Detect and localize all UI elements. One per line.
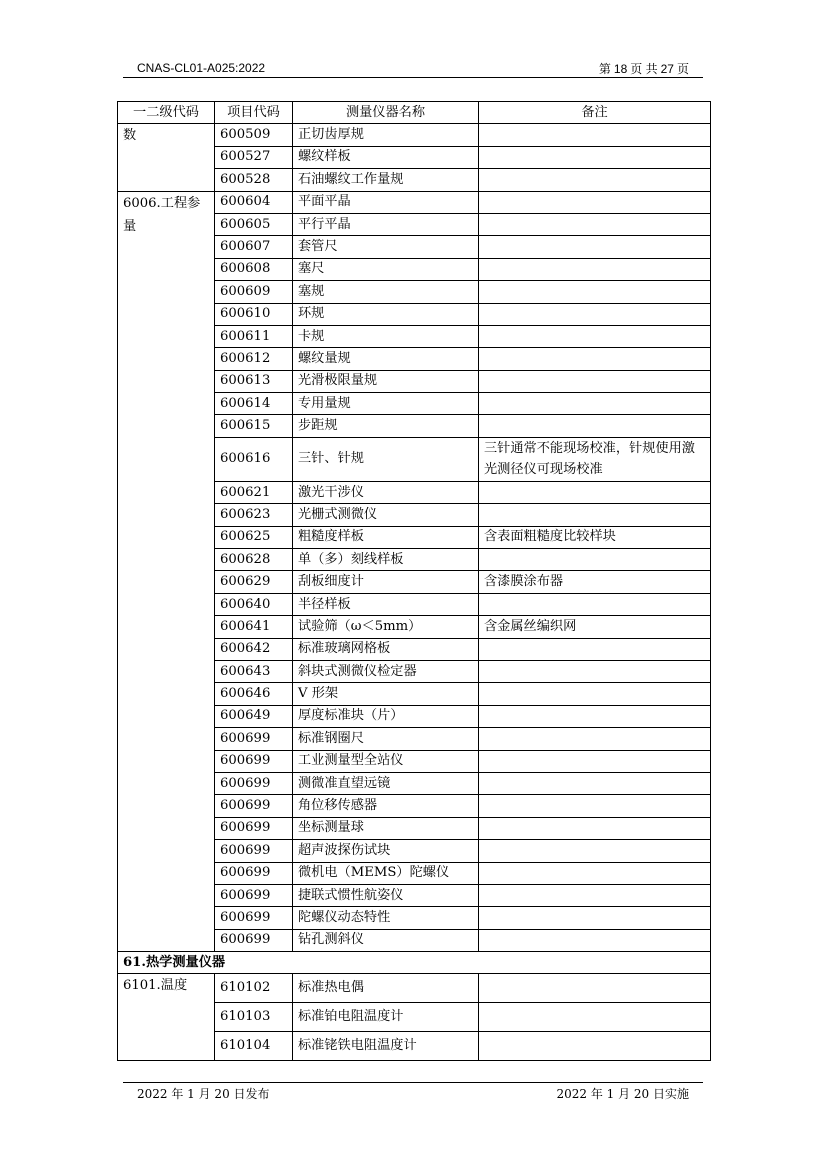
page-header (123, 60, 703, 78)
instrument-name: 步距规 (293, 415, 479, 437)
remark (479, 660, 711, 682)
item-code: 600623 (215, 504, 293, 526)
instrument-name: 光滑极限量规 (293, 370, 479, 392)
item-code: 600616 (215, 437, 293, 481)
item-code: 600643 (215, 660, 293, 682)
table-row (118, 124, 711, 146)
instrument-name: 超声波探伤试块 (293, 840, 479, 862)
instrument-name: 平面平晶 (293, 191, 479, 213)
instrument-name: 捷联式惯性航姿仪 (293, 884, 479, 906)
column-header: 一二级代码 (118, 102, 215, 124)
instrument-name: 套管尺 (293, 236, 479, 258)
item-code: 600528 (215, 169, 293, 191)
instrument-name: 粗糙度样板 (293, 526, 479, 548)
instrument-name: 角位移传感器 (293, 795, 479, 817)
remark (479, 303, 711, 325)
column-header: 备注 (479, 102, 711, 124)
remark (479, 1032, 711, 1061)
item-code: 600649 (215, 705, 293, 727)
instrument-name: 平行平晶 (293, 213, 479, 235)
remark (479, 907, 711, 929)
table-row (118, 974, 711, 1003)
item-code: 600625 (215, 526, 293, 548)
section-title: 61.热学测量仪器 (118, 952, 711, 974)
remark (479, 929, 711, 951)
remark (479, 638, 711, 660)
remark (479, 862, 711, 884)
item-code: 600699 (215, 772, 293, 794)
instrument-name: 刮板细度计 (293, 571, 479, 593)
page-footer (123, 1082, 703, 1101)
remark: 三针通常不能现场校准，针规使用激光测径仪可现场校准 (479, 437, 711, 481)
item-code: 600607 (215, 236, 293, 258)
issue-date: 2022 年 1 月 20 日发布 (137, 1087, 270, 1101)
item-code: 600699 (215, 750, 293, 772)
remark (479, 146, 711, 168)
instrument-name: 斜块式测微仪检定器 (293, 660, 479, 682)
remark (479, 974, 711, 1003)
group-code: 6006.工程参量 (118, 191, 215, 952)
instrument-name: 工业测量型全站仪 (293, 750, 479, 772)
item-code: 600646 (215, 683, 293, 705)
item-code: 600527 (215, 146, 293, 168)
item-code: 600699 (215, 817, 293, 839)
instrument-name: 厚度标准块（片） (293, 705, 479, 727)
remark (479, 325, 711, 347)
item-code: 610103 (215, 1003, 293, 1032)
item-code: 600615 (215, 415, 293, 437)
effective-date: 2022 年 1 月 20 日实施 (556, 1087, 689, 1101)
item-code: 600605 (215, 213, 293, 235)
instrument-name: 塞尺 (293, 258, 479, 280)
item-code: 600628 (215, 549, 293, 571)
item-code: 600604 (215, 191, 293, 213)
remark (479, 348, 711, 370)
group-code: 6101.温度 (118, 974, 215, 1061)
remark (479, 593, 711, 615)
instrument-name: 试验筛（ω＜5mm） (293, 616, 479, 638)
item-code: 600612 (215, 348, 293, 370)
remark (479, 481, 711, 503)
column-header: 测量仪器名称 (293, 102, 479, 124)
item-code: 600610 (215, 303, 293, 325)
remark (479, 884, 711, 906)
instrument-name: 三针、针规 (293, 437, 479, 481)
remark (479, 549, 711, 571)
instrument-name: 标准铂电阻温度计 (293, 1003, 479, 1032)
group-code: 数 (118, 124, 215, 191)
instrument-name: 专用量规 (293, 393, 479, 415)
item-code: 600621 (215, 481, 293, 503)
instrument-name: 钻孔测斜仪 (293, 929, 479, 951)
remark (479, 817, 711, 839)
remark (479, 191, 711, 213)
remark (479, 281, 711, 303)
instrument-name: 塞规 (293, 281, 479, 303)
section-row (118, 952, 711, 974)
item-code: 600609 (215, 281, 293, 303)
instrument-name: 激光干涉仪 (293, 481, 479, 503)
item-code: 600699 (215, 907, 293, 929)
instrument-name: 石油螺纹工作量规 (293, 169, 479, 191)
remark (479, 840, 711, 862)
document-id: CNAS-CL01-A025:2022 (137, 61, 266, 75)
item-code: 600699 (215, 795, 293, 817)
remark (479, 504, 711, 526)
instrument-name: 螺纹量规 (293, 348, 479, 370)
instrument-name: 单（多）刻线样板 (293, 549, 479, 571)
item-code: 600641 (215, 616, 293, 638)
instrument-name: 光栅式测微仪 (293, 504, 479, 526)
item-code: 600640 (215, 593, 293, 615)
remark (479, 258, 711, 280)
remark (479, 795, 711, 817)
remark (479, 1003, 711, 1032)
instrument-name: 卡规 (293, 325, 479, 347)
remark (479, 236, 711, 258)
page-number: 第 18 页 共 27 页 (598, 62, 689, 76)
instrument-name: 标准热电偶 (293, 974, 479, 1003)
column-header: 项目代码 (215, 102, 293, 124)
item-code: 600614 (215, 393, 293, 415)
remark: 含表面粗糙度比较样块 (479, 526, 711, 548)
item-code: 600642 (215, 638, 293, 660)
item-code: 610102 (215, 974, 293, 1003)
instrument-name: 坐标测量球 (293, 817, 479, 839)
instrument-name: 标准铑铁电阻温度计 (293, 1032, 479, 1061)
remark (479, 415, 711, 437)
item-code: 600699 (215, 862, 293, 884)
remark (479, 124, 711, 146)
instrument-name: V 形架 (293, 683, 479, 705)
table-row (118, 191, 711, 213)
instrument-name: 环规 (293, 303, 479, 325)
remark (479, 370, 711, 392)
instrument-name: 标准玻璃网格板 (293, 638, 479, 660)
instrument-name: 螺纹样板 (293, 146, 479, 168)
instrument-name: 正切齿厚规 (293, 124, 479, 146)
item-code: 600699 (215, 884, 293, 906)
instrument-name: 测微准直望远镜 (293, 772, 479, 794)
remark: 含金属丝编织网 (479, 616, 711, 638)
instrument-name: 陀螺仪动态特性 (293, 907, 479, 929)
remark (479, 683, 711, 705)
instrument-table (117, 101, 711, 1061)
remark: 含漆膜涂布器 (479, 571, 711, 593)
item-code: 600699 (215, 929, 293, 951)
remark (479, 705, 711, 727)
instrument-name: 微机电（MEMS）陀螺仪 (293, 862, 479, 884)
remark (479, 169, 711, 191)
instrument-name: 半径样板 (293, 593, 479, 615)
remark (479, 750, 711, 772)
item-code: 600629 (215, 571, 293, 593)
remark (479, 772, 711, 794)
remark (479, 213, 711, 235)
item-code: 600611 (215, 325, 293, 347)
item-code: 610104 (215, 1032, 293, 1061)
remark (479, 393, 711, 415)
instrument-name: 标准钢圈尺 (293, 728, 479, 750)
remark (479, 728, 711, 750)
table-header-row (118, 102, 711, 124)
item-code: 600699 (215, 840, 293, 862)
item-code: 600699 (215, 728, 293, 750)
item-code: 600613 (215, 370, 293, 392)
item-code: 600608 (215, 258, 293, 280)
item-code: 600509 (215, 124, 293, 146)
